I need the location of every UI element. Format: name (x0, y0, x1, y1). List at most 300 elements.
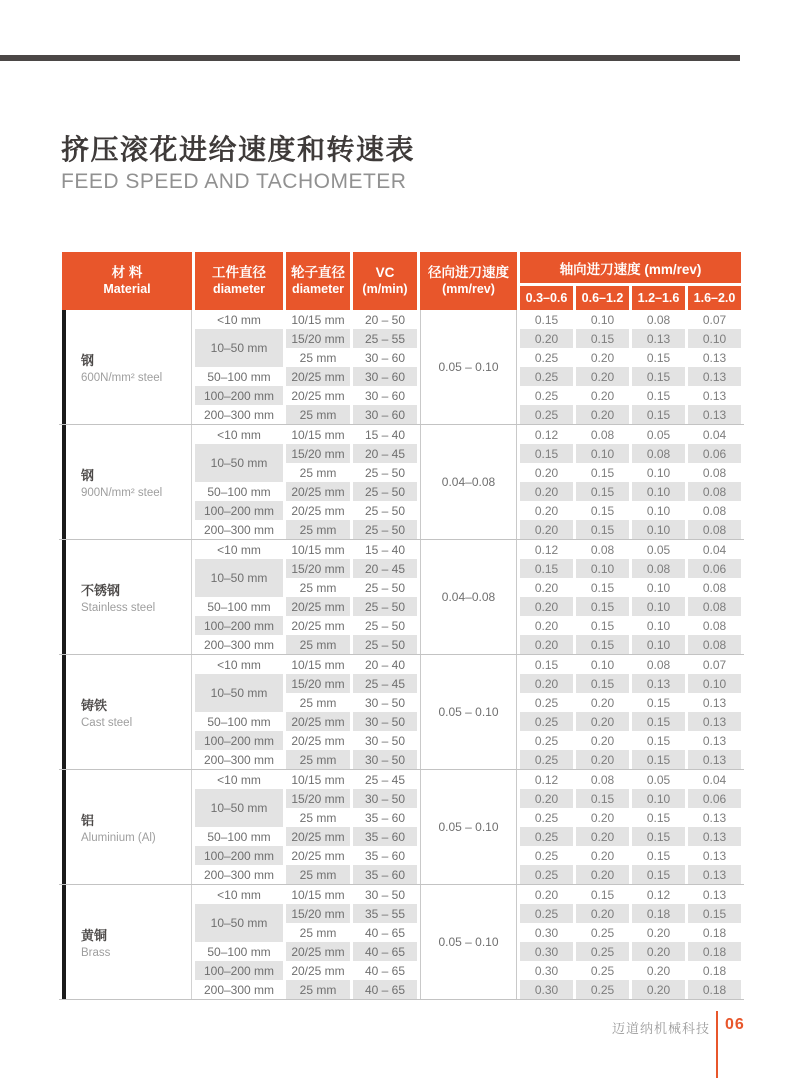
axial-feed-cell: 0.15 (632, 808, 685, 827)
header-material-label-en: Material (103, 282, 151, 297)
material-spec: Aluminium (Al) (81, 832, 156, 844)
wheel-diameter-cell: 20/25 mm (286, 482, 350, 501)
wheel-diameter-cell: 25 mm (286, 750, 350, 769)
header-row (62, 252, 741, 283)
axial-feed-cell: 0.15 (576, 329, 629, 348)
header-radial-feed-label-cn: 径向进刀速度 (428, 265, 509, 281)
vc-cell: 25 – 50 (353, 578, 417, 597)
axial-feed-cell: 0.20 (576, 865, 629, 884)
header-vc (353, 252, 417, 310)
vc-cell: 25 – 50 (353, 616, 417, 635)
axial-feed-cell: 0.25 (520, 386, 573, 405)
header-vc-label-cn: VC (375, 265, 395, 281)
material-group-6 (59, 885, 744, 1000)
axial-feed-cell: 0.12 (520, 770, 573, 789)
axial-feed-cell: 0.15 (632, 693, 685, 712)
material-group-2 (59, 425, 744, 540)
axial-feed-cell: 0.10 (576, 655, 629, 674)
material-name: 黄铜 (81, 928, 108, 943)
vc-cell: 35 – 60 (353, 827, 417, 846)
axial-feed-cell: 0.15 (632, 750, 685, 769)
axial-feed-cell: 0.25 (576, 923, 629, 942)
axial-feed-cell: 0.06 (688, 559, 741, 578)
axial-feed-cell: 0.20 (576, 348, 629, 367)
axial-feed-cell: 0.13 (688, 865, 741, 884)
wheel-diameter-cell: 20/25 mm (286, 386, 350, 405)
axial-feed-cell: 0.20 (576, 750, 629, 769)
wheel-diameter-cell: 25 mm (286, 923, 350, 942)
axial-feed-cell: 0.15 (632, 846, 685, 865)
axial-feed-cell: 0.15 (520, 310, 573, 329)
axial-feed-cell: 0.20 (576, 827, 629, 846)
axial-feed-cell: 0.13 (688, 808, 741, 827)
material-cell (62, 425, 192, 539)
axial-feed-cell: 0.15 (520, 559, 573, 578)
axial-feed-cell: 0.10 (632, 501, 685, 520)
axial-feed-cell: 0.20 (520, 616, 573, 635)
work-diameter-cell: 200–300 mm (195, 520, 283, 539)
axial-feed-cell: 0.20 (576, 904, 629, 923)
work-diameter-cell: <10 mm (195, 655, 283, 674)
axial-feed-cell: 0.10 (632, 616, 685, 635)
axial-feed-cell: 0.15 (576, 482, 629, 501)
axial-feed-cell: 0.25 (520, 904, 573, 923)
vc-cell: 35 – 55 (353, 904, 417, 923)
axial-feed-cell: 0.15 (688, 904, 741, 923)
axial-feed-cell: 0.04 (688, 540, 741, 559)
axial-feed-cell: 0.20 (632, 942, 685, 961)
axial-feed-cell: 0.15 (632, 405, 685, 424)
work-diameter-cell: 200–300 mm (195, 980, 283, 999)
axial-feed-cell: 0.20 (520, 520, 573, 539)
footer-divider (716, 1011, 718, 1078)
axial-feed-cell: 0.20 (520, 482, 573, 501)
material-cell (62, 540, 192, 654)
axial-feed-cell: 0.08 (688, 635, 741, 654)
page-title: 挤压滚花进给速度和转速表 (61, 134, 416, 165)
table-row (62, 885, 741, 904)
axial-feed-cell: 0.08 (688, 520, 741, 539)
axial-feed-cell: 0.25 (520, 865, 573, 884)
top-rule-bar (0, 55, 740, 61)
wheel-diameter-cell: 10/15 mm (286, 425, 350, 444)
axial-feed-cell: 0.13 (688, 405, 741, 424)
material-cell (62, 310, 192, 424)
header-radial-feed (420, 252, 517, 310)
feed-table-header (59, 252, 744, 310)
axial-feed-cell: 0.13 (688, 750, 741, 769)
axial-feed-cell: 0.10 (632, 482, 685, 501)
axial-feed-cell: 0.13 (688, 885, 741, 904)
axial-feed-cell: 0.15 (576, 635, 629, 654)
wheel-diameter-cell: 25 mm (286, 463, 350, 482)
axial-feed-cell: 0.10 (632, 789, 685, 808)
axial-feed-cell: 0.13 (688, 367, 741, 386)
axial-feed-cell: 0.12 (520, 540, 573, 559)
axial-feed-cell: 0.07 (688, 310, 741, 329)
table-row (62, 310, 741, 329)
axial-feed-cell: 0.15 (576, 789, 629, 808)
vc-cell: 30 – 50 (353, 750, 417, 769)
work-diameter-cell: 50–100 mm (195, 597, 283, 616)
header-axial-feed: 轴向进刀速度 (mm/rev) (520, 252, 741, 283)
axial-feed-cell: 0.25 (576, 961, 629, 980)
material-name: 钢 (81, 353, 95, 368)
material-group-4 (59, 655, 744, 770)
axial-feed-cell: 0.25 (520, 348, 573, 367)
axial-feed-cell: 0.05 (632, 540, 685, 559)
axial-feed-cell: 0.10 (632, 635, 685, 654)
radial-feed-cell: 0.05 – 0.10 (420, 885, 517, 999)
axial-feed-cell: 0.04 (688, 770, 741, 789)
vc-cell: 25 – 50 (353, 597, 417, 616)
axial-feed-cell: 0.04 (688, 425, 741, 444)
material-spec: Cast steel (81, 717, 133, 729)
wheel-diameter-cell: 20/25 mm (286, 597, 350, 616)
wheel-diameter-cell: 25 mm (286, 635, 350, 654)
wheel-diameter-cell: 15/20 mm (286, 329, 350, 348)
work-diameter-cell: 10–50 mm (195, 904, 283, 942)
work-diameter-cell: 100–200 mm (195, 961, 283, 980)
vc-cell: 40 – 65 (353, 980, 417, 999)
axial-feed-cell: 0.13 (688, 827, 741, 846)
material-group-1 (59, 310, 744, 425)
vc-cell: 15 – 40 (353, 425, 417, 444)
radial-feed-cell: 0.04–0.08 (420, 540, 517, 654)
work-diameter-cell: 100–200 mm (195, 616, 283, 635)
axial-feed-cell: 0.25 (520, 367, 573, 386)
wheel-diameter-cell: 25 mm (286, 578, 350, 597)
axial-feed-cell: 0.15 (520, 444, 573, 463)
vc-cell: 40 – 65 (353, 961, 417, 980)
vc-cell: 30 – 60 (353, 386, 417, 405)
axial-feed-cell: 0.25 (520, 827, 573, 846)
wheel-diameter-cell: 15/20 mm (286, 444, 350, 463)
work-diameter-cell: 200–300 mm (195, 405, 283, 424)
axial-feed-cell: 0.10 (632, 520, 685, 539)
vc-cell: 30 – 50 (353, 693, 417, 712)
axial-feed-cell: 0.30 (520, 980, 573, 999)
footer-page-number: 06 (725, 1016, 745, 1033)
work-diameter-cell: 200–300 mm (195, 750, 283, 769)
wheel-diameter-cell: 25 mm (286, 348, 350, 367)
axial-feed-cell: 0.13 (688, 386, 741, 405)
axial-feed-cell: 0.13 (632, 674, 685, 693)
wheel-diameter-cell: 15/20 mm (286, 789, 350, 808)
axial-feed-cell: 0.25 (520, 405, 573, 424)
wheel-diameter-cell: 10/15 mm (286, 770, 350, 789)
wheel-diameter-cell: 15/20 mm (286, 674, 350, 693)
table-row (62, 655, 741, 674)
axial-feed-cell: 0.20 (520, 597, 573, 616)
axial-feed-cell: 0.25 (520, 693, 573, 712)
axial-feed-cell: 0.15 (576, 674, 629, 693)
axial-feed-cell: 0.20 (576, 846, 629, 865)
axial-feed-cell: 0.08 (688, 501, 741, 520)
vc-cell: 25 – 55 (353, 329, 417, 348)
header-material (62, 252, 192, 310)
axial-feed-cell: 0.15 (576, 578, 629, 597)
vc-cell: 25 – 50 (353, 463, 417, 482)
work-diameter-cell: 100–200 mm (195, 501, 283, 520)
axial-feed-cell: 0.10 (688, 674, 741, 693)
vc-cell: 35 – 60 (353, 846, 417, 865)
axial-feed-cell: 0.10 (576, 444, 629, 463)
axial-feed-cell: 0.18 (632, 904, 685, 923)
material-cell (62, 655, 192, 769)
axial-feed-cell: 0.15 (632, 712, 685, 731)
work-diameter-cell: 50–100 mm (195, 942, 283, 961)
axial-feed-cell: 0.25 (520, 712, 573, 731)
header-radial-feed-label-en: (mm/rev) (442, 282, 495, 297)
wheel-diameter-cell: 15/20 mm (286, 904, 350, 923)
wheel-diameter-cell: 10/15 mm (286, 540, 350, 559)
axial-feed-cell: 0.10 (576, 310, 629, 329)
material-spec: 600N/mm² steel (81, 372, 163, 384)
axial-feed-cell: 0.25 (576, 942, 629, 961)
material-spec: Brass (81, 947, 111, 959)
axial-feed-cell: 0.25 (576, 980, 629, 999)
speed-table (59, 252, 745, 1000)
work-diameter-cell: 10–50 mm (195, 329, 283, 367)
header-axial-range-1: 0.3–0.6 (520, 283, 573, 310)
vc-cell: 25 – 50 (353, 501, 417, 520)
work-diameter-cell: 50–100 mm (195, 827, 283, 846)
header-wheel-diameter (286, 252, 350, 310)
work-diameter-cell: 200–300 mm (195, 635, 283, 654)
vc-cell: 35 – 60 (353, 808, 417, 827)
table-row (62, 770, 741, 789)
axial-feed-cell: 0.10 (688, 329, 741, 348)
vc-cell: 30 – 60 (353, 367, 417, 386)
wheel-diameter-cell: 25 mm (286, 405, 350, 424)
vc-cell: 25 – 45 (353, 770, 417, 789)
axial-feed-cell: 0.10 (632, 578, 685, 597)
work-diameter-cell: 100–200 mm (195, 386, 283, 405)
axial-feed-cell: 0.15 (632, 731, 685, 750)
axial-feed-cell: 0.15 (576, 597, 629, 616)
wheel-diameter-cell: 25 mm (286, 980, 350, 999)
axial-feed-cell: 0.30 (520, 923, 573, 942)
material-name: 铸铁 (81, 698, 108, 713)
axial-feed-cell: 0.05 (632, 425, 685, 444)
vc-cell: 40 – 65 (353, 942, 417, 961)
wheel-diameter-cell: 20/25 mm (286, 712, 350, 731)
axial-feed-cell: 0.13 (688, 846, 741, 865)
axial-feed-cell: 0.08 (576, 540, 629, 559)
header-axial-range-2: 0.6–1.2 (576, 283, 629, 310)
axial-feed-cell: 0.12 (632, 885, 685, 904)
axial-feed-cell: 0.15 (632, 827, 685, 846)
wheel-diameter-cell: 20/25 mm (286, 846, 350, 865)
axial-feed-cell: 0.07 (688, 655, 741, 674)
axial-feed-cell: 0.20 (520, 463, 573, 482)
header-work-diameter-label-en: diameter (212, 282, 266, 297)
axial-feed-cell: 0.20 (632, 961, 685, 980)
axial-feed-cell: 0.25 (520, 750, 573, 769)
wheel-diameter-cell: 15/20 mm (286, 559, 350, 578)
axial-feed-cell: 0.08 (688, 482, 741, 501)
wheel-diameter-cell: 20/25 mm (286, 501, 350, 520)
axial-feed-cell: 0.08 (688, 463, 741, 482)
axial-feed-cell: 0.25 (520, 808, 573, 827)
wheel-diameter-cell: 25 mm (286, 865, 350, 884)
axial-feed-cell: 0.15 (632, 348, 685, 367)
table-row (62, 540, 741, 559)
material-spec: Stainless steel (81, 602, 156, 614)
material-spec: 900N/mm² steel (81, 487, 163, 499)
axial-feed-cell: 0.08 (632, 444, 685, 463)
axial-feed-cell: 0.20 (632, 980, 685, 999)
axial-feed-cell: 0.30 (520, 961, 573, 980)
material-name: 不锈钢 (81, 583, 121, 598)
axial-feed-cell: 0.15 (576, 885, 629, 904)
axial-feed-cell: 0.20 (576, 712, 629, 731)
axial-feed-cell: 0.20 (576, 808, 629, 827)
axial-feed-cell: 0.15 (576, 616, 629, 635)
material-group-5 (59, 770, 744, 885)
axial-feed-cell: 0.20 (576, 367, 629, 386)
axial-feed-cell: 0.13 (688, 731, 741, 750)
axial-feed-cell: 0.10 (632, 463, 685, 482)
work-diameter-cell: 100–200 mm (195, 846, 283, 865)
radial-feed-cell: 0.05 – 0.10 (420, 770, 517, 884)
work-diameter-cell: <10 mm (195, 770, 283, 789)
axial-feed-cell: 0.20 (576, 731, 629, 750)
wheel-diameter-cell: 20/25 mm (286, 942, 350, 961)
axial-feed-cell: 0.20 (520, 789, 573, 808)
axial-feed-cell: 0.15 (576, 501, 629, 520)
axial-feed-cell: 0.10 (576, 559, 629, 578)
axial-feed-cell: 0.08 (576, 770, 629, 789)
vc-cell: 30 – 60 (353, 405, 417, 424)
axial-feed-cell: 0.15 (576, 520, 629, 539)
axial-feed-cell: 0.15 (520, 655, 573, 674)
vc-cell: 25 – 50 (353, 635, 417, 654)
header-vc-label-en: (m/min) (362, 282, 408, 297)
axial-feed-cell: 0.20 (576, 405, 629, 424)
axial-feed-cell: 0.20 (520, 635, 573, 654)
work-diameter-cell: <10 mm (195, 885, 283, 904)
axial-feed-cell: 0.18 (688, 942, 741, 961)
axial-feed-cell: 0.08 (688, 616, 741, 635)
work-diameter-cell: 10–50 mm (195, 444, 283, 482)
axial-feed-cell: 0.13 (688, 693, 741, 712)
axial-feed-cell: 0.20 (520, 674, 573, 693)
wheel-diameter-cell: 10/15 mm (286, 885, 350, 904)
work-diameter-cell: <10 mm (195, 310, 283, 329)
vc-cell: 25 – 45 (353, 674, 417, 693)
axial-feed-cell: 0.25 (520, 731, 573, 750)
vc-cell: 25 – 50 (353, 482, 417, 501)
header-material-label-cn: 材 料 (111, 265, 143, 281)
vc-cell: 30 – 50 (353, 731, 417, 750)
radial-feed-cell: 0.04–0.08 (420, 425, 517, 539)
work-diameter-cell: 50–100 mm (195, 482, 283, 501)
axial-feed-cell: 0.15 (632, 865, 685, 884)
work-diameter-cell: 50–100 mm (195, 712, 283, 731)
work-diameter-cell: 50–100 mm (195, 367, 283, 386)
radial-feed-cell: 0.05 – 0.10 (420, 310, 517, 424)
vc-cell: 20 – 45 (353, 444, 417, 463)
axial-feed-cell: 0.05 (632, 770, 685, 789)
axial-feed-cell: 0.20 (632, 923, 685, 942)
page-subtitle: FEED SPEED AND TACHOMETER (61, 170, 407, 194)
axial-feed-cell: 0.15 (632, 367, 685, 386)
vc-cell: 40 – 65 (353, 923, 417, 942)
material-group-3 (59, 540, 744, 655)
axial-feed-cell: 0.06 (688, 789, 741, 808)
axial-feed-cell: 0.08 (632, 559, 685, 578)
vc-cell: 15 – 40 (353, 540, 417, 559)
axial-feed-cell: 0.25 (520, 846, 573, 865)
axial-feed-cell: 0.08 (632, 655, 685, 674)
radial-feed-cell: 0.05 – 0.10 (420, 655, 517, 769)
axial-feed-cell: 0.20 (520, 885, 573, 904)
work-diameter-cell: 200–300 mm (195, 865, 283, 884)
work-diameter-cell: 10–50 mm (195, 674, 283, 712)
wheel-diameter-cell: 20/25 mm (286, 827, 350, 846)
table-row (62, 425, 741, 444)
axial-feed-cell: 0.30 (520, 942, 573, 961)
header-wheel-diameter-label-cn: 轮子直径 (291, 265, 345, 281)
header-axial-range-4: 1.6–2.0 (688, 283, 741, 310)
material-name: 钢 (81, 468, 95, 483)
axial-feed-cell: 0.08 (576, 425, 629, 444)
axial-feed-cell: 0.13 (688, 348, 741, 367)
axial-feed-cell: 0.13 (632, 329, 685, 348)
header-wheel-diameter-label-en: diameter (291, 282, 345, 297)
vc-cell: 30 – 50 (353, 789, 417, 808)
axial-feed-cell: 0.08 (632, 310, 685, 329)
axial-feed-cell: 0.20 (576, 693, 629, 712)
axial-feed-cell: 0.18 (688, 980, 741, 999)
vc-cell: 30 – 60 (353, 348, 417, 367)
axial-feed-cell: 0.20 (576, 386, 629, 405)
material-cell (62, 885, 192, 999)
work-diameter-cell: <10 mm (195, 540, 283, 559)
wheel-diameter-cell: 20/25 mm (286, 961, 350, 980)
axial-feed-cell: 0.06 (688, 444, 741, 463)
axial-feed-cell: 0.18 (688, 961, 741, 980)
title-block (61, 134, 415, 194)
axial-feed-cell: 0.15 (576, 463, 629, 482)
header-work-diameter-label-cn: 工件直径 (212, 265, 266, 281)
header-work-diameter (195, 252, 283, 310)
axial-feed-cell: 0.20 (520, 329, 573, 348)
vc-cell: 20 – 40 (353, 655, 417, 674)
axial-feed-cell: 0.20 (520, 501, 573, 520)
wheel-diameter-cell: 20/25 mm (286, 616, 350, 635)
wheel-diameter-cell: 25 mm (286, 520, 350, 539)
footer-company: 迈道纳机械科技 (611, 1021, 710, 1036)
axial-feed-cell: 0.13 (688, 712, 741, 731)
wheel-diameter-cell: 25 mm (286, 693, 350, 712)
material-cell (62, 770, 192, 884)
axial-feed-cell: 0.12 (520, 425, 573, 444)
axial-feed-cell: 0.20 (520, 578, 573, 597)
vc-cell: 20 – 50 (353, 310, 417, 329)
work-diameter-cell: <10 mm (195, 425, 283, 444)
vc-cell: 25 – 50 (353, 520, 417, 539)
axial-feed-cell: 0.08 (688, 597, 741, 616)
vc-cell: 30 – 50 (353, 885, 417, 904)
material-name: 铝 (81, 813, 95, 828)
wheel-diameter-cell: 20/25 mm (286, 367, 350, 386)
vc-cell: 35 – 60 (353, 865, 417, 884)
vc-cell: 20 – 45 (353, 559, 417, 578)
wheel-diameter-cell: 25 mm (286, 808, 350, 827)
